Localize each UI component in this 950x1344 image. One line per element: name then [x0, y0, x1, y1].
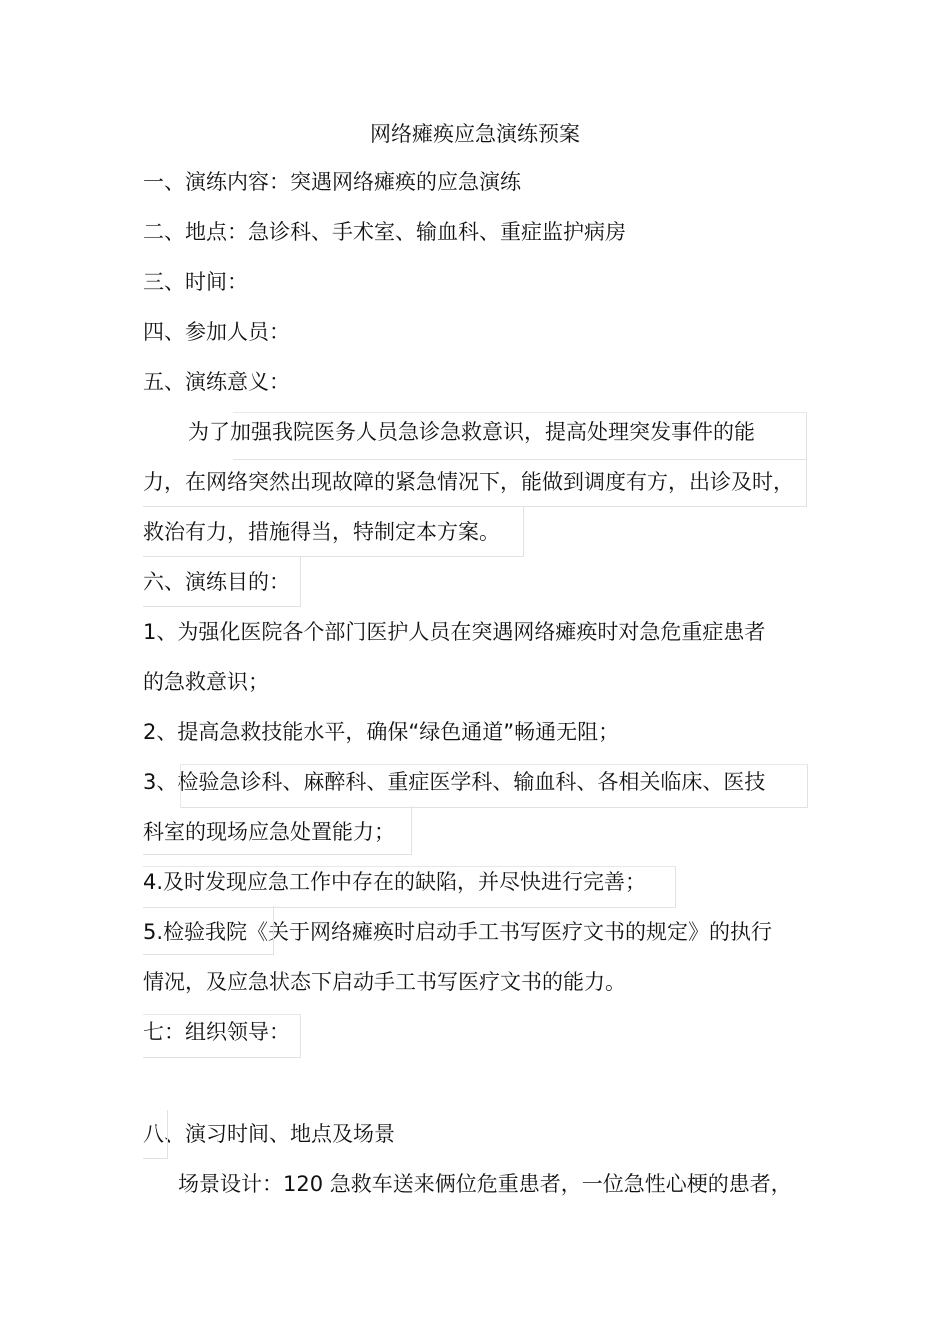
section-1-content: 一、演练内容：突遇网络瘫痪的应急演练 — [143, 170, 521, 194]
section-4-participants: 四、参加人员： — [143, 320, 290, 344]
section-5-significance: 五、演练意义： — [143, 370, 290, 394]
significance-paragraph-line-3: 救治有力，措施得当，特制定本方案。 — [143, 520, 500, 544]
objective-4: 4.及时发现应急工作中存在的缺陷，并尽快进行完善； — [143, 870, 647, 894]
section-6-objectives: 六、演练目的： — [143, 570, 290, 594]
objective-1-line-2: 的急救意识； — [143, 670, 269, 694]
significance-paragraph-line-1: 为了加强我院医务人员急诊急救意识，提高处理突发事件的能 — [188, 420, 755, 444]
section-3-time: 三、时间： — [143, 270, 248, 294]
objective-5-line-2: 情况，及应急状态下启动手工书写医疗文书的能力。 — [143, 970, 626, 994]
objective-5-line-1: 5.检验我院《关于网络瘫痪时启动手工书写医疗文书的规定》的执行 — [143, 920, 773, 944]
document-title: 网络瘫痪应急演练预案 — [370, 122, 580, 146]
section-2-location: 二、地点：急诊科、手术室、输血科、重症监护病房 — [143, 220, 626, 244]
objective-1-line-1: 1、为强化医院各个部门医护人员在突遇网络瘫痪时对急危重症患者 — [143, 620, 766, 644]
significance-paragraph-line-2: 力，在网络突然出现故障的紧急情况下，能做到调度有方，出诊及时， — [143, 470, 794, 494]
section-8-drill-details: 八、演习时间、地点及场景 — [143, 1122, 395, 1146]
objective-3-line-2: 科室的现场应急处置能力； — [143, 820, 395, 844]
scenario-design-line-1: 场景设计：120 急救车送来俩位危重患者，一位急性心梗的患者， — [178, 1172, 792, 1196]
objective-2: 2、提高急救技能水平，确保“绿色通道”畅通无阻； — [143, 720, 620, 744]
section-7-leadership: 七：组织领导： — [143, 1020, 290, 1044]
objective-3-line-1: 3、检验急诊科、麻醉科、重症医学科、输血科、各相关临床、医技 — [143, 770, 766, 794]
